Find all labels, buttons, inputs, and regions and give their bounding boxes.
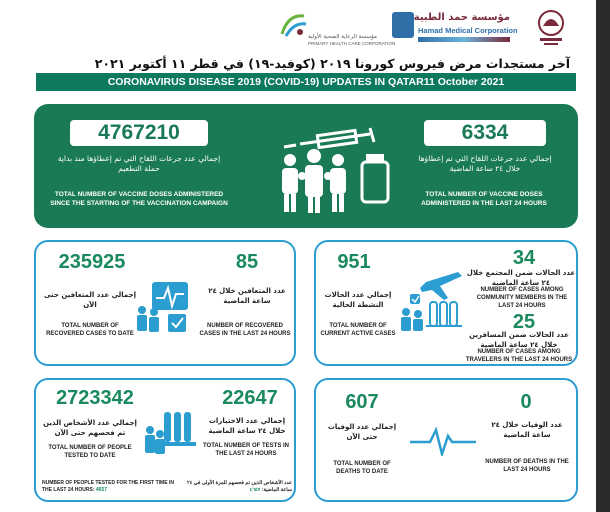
community-cases-label-en: NUMBER OF CASES AMONG COMMUNITY MEMBERS IN THE LAST 24 HOURS — [476, 287, 568, 309]
deaths-total-label-en: TOTAL NUMBER OF DEATHS TO DATE — [333, 461, 391, 475]
active-cases-value: 951 — [337, 251, 371, 273]
vaccine-card — [34, 104, 578, 228]
first-time-tested-note-en-text: NUMBER OF PEOPLE TESTED FOR THE FIRST TIME IN THE LAST 24 HOURS: — [42, 480, 174, 493]
tests-24h-value: 22647 — [222, 387, 278, 409]
heartbeat-line-icon — [408, 426, 478, 456]
deaths-24h-value: 0 — [520, 391, 532, 413]
screen-edge — [596, 0, 610, 512]
first-time-tested-note-ar-text: عدد الأشخاص الذين تم فحصهم للمرة الأولى في ٢٤ ساعة الماضية: — [187, 480, 292, 493]
deaths-24h-label-ar: عدد الوفيات خلال ٢٤ ساعة الماضية — [491, 421, 563, 439]
hmc-name-ar: مؤسسة حمد الطبية — [413, 12, 510, 23]
people-tested-value: 2723342 — [56, 387, 134, 409]
traveler-cases-label-ar: عدد الحالات ضمن المسافرين خلال ٢٤ ساعة الماضية — [469, 331, 569, 349]
vaccine-doses-24h-value: 6334 — [424, 120, 546, 146]
recovered-total-label-en: TOTAL NUMBER OF RECOVERED CASES TO DATE — [46, 323, 134, 337]
moph-emblem-icon — [530, 8, 572, 48]
vaccine-doses-24h-label-ar: إجمالي عدد جرعات اللقاح التي تم إعطاؤها خلال ٢٤ ساعة الماضية — [418, 154, 552, 173]
phcc-logo — [278, 10, 396, 48]
hmc-logo — [392, 12, 518, 48]
first-time-tested-value-ar: ٤٦٥٧ — [249, 487, 261, 493]
deaths-24h-label-en: NUMBER OF DEATHS IN THE LAST 24 HOURS — [485, 459, 569, 473]
people-tested-label-en: TOTAL NUMBER OF PEOPLE TESTED TO DATE — [48, 445, 132, 459]
total-vaccine-doses-value: 4767210 — [70, 120, 208, 146]
recovered-total-value: 235925 — [58, 251, 126, 273]
hmc-logo-icon — [392, 12, 414, 38]
test-tubes-icon — [142, 408, 200, 458]
deaths-card — [314, 378, 578, 502]
hmc-color-bar — [418, 37, 510, 42]
deaths-total-value: 607 — [345, 391, 379, 413]
traveler-cases-label-en: NUMBER OF CASES AMONG TRAVELERS IN THE LAST 24 HOURS — [465, 349, 573, 363]
active-cases-label-ar: إجمالي عدد الحالات النشطة الحالية — [324, 291, 392, 309]
phcc-name-ar: مؤسسة الرعاية الصحية الأولية — [308, 34, 377, 40]
page-title-en: CORONAVIRUS DISEASE 2019 (COVID-19) UPDATES IN QATAR11 October 2021 — [36, 73, 576, 91]
vaccine-syringe-icon — [270, 118, 400, 218]
total-vaccine-doses-label-en: TOTAL NUMBER OF VACCINE DOSES ADMINISTERED SINCE THE STARTING OF THE VACCINATION CAMPAIGN — [50, 191, 228, 207]
recovered-24h-label-ar: عدد المتعافين خلال ٢٤ ساعة الماضية — [208, 287, 286, 305]
recovered-24h-label-en: NUMBER OF RECOVERED CASES IN THE LAST 24 HOURS — [199, 323, 291, 337]
tests-24h-label-en: TOTAL NUMBER OF TESTS IN THE LAST 24 HOURS — [202, 443, 289, 457]
community-cases-label-ar: عدد الحالات ضمن المجتمع خلال ٢٤ ساعة الماضية — [466, 269, 576, 287]
deaths-total-label-ar: إجمالي عدد الوفيات حتى الآن — [327, 423, 397, 441]
total-vaccine-doses-label-ar: إجمالي عدد جرعات اللقاح التي تم إعطاؤها منذ بداية حملة التطعيم — [57, 154, 221, 173]
community-cases-value: 34 — [512, 247, 536, 269]
phcc-logo-icon — [278, 10, 308, 40]
traveler-cases-value: 25 — [512, 311, 536, 333]
page-title-ar: آخر مستجدات مرض فيروس كورونا ٢٠١٩ (كوفيد-١٩) في قطر ١١ أكتوبر ٢٠٢١ — [94, 56, 570, 71]
airplane-icon — [396, 268, 468, 332]
first-time-tested-value-en: 4657 — [95, 487, 108, 493]
recovered-24h-value: 85 — [235, 251, 259, 273]
heart-monitor-icon — [134, 280, 198, 336]
first-time-tested-note-en — [42, 480, 174, 494]
tests-card — [34, 378, 296, 502]
recovered-total-label-ar: إجمالي عدد المتعافين حتى الآن — [43, 291, 137, 309]
first-time-tested-note-ar — [178, 480, 292, 494]
phcc-name-en: PRIMARY HEALTH CARE CORPORATION — [308, 41, 396, 46]
people-group-icon — [282, 149, 346, 213]
active-cases-label-en: TOTAL NUMBER OF CURRENT ACTIVE CASES — [320, 323, 396, 337]
people-tested-label-ar: إجمالي عدد الأشخاص الذين تم فحصهم حتى الآن — [43, 419, 137, 437]
tests-24h-label-ar: إجمالي عدد الاختبارات خلال ٢٤ ساعة الماضية — [208, 417, 286, 435]
recovered-card — [34, 240, 296, 366]
active-cases-card — [314, 240, 578, 366]
vaccine-doses-24h-label-en: TOTAL NUMBER OF VACCINE DOSES ADMINISTERED IN THE LAST 24 HOURS — [421, 191, 547, 207]
hmc-name-en: Hamad Medical Corporation — [418, 26, 518, 35]
